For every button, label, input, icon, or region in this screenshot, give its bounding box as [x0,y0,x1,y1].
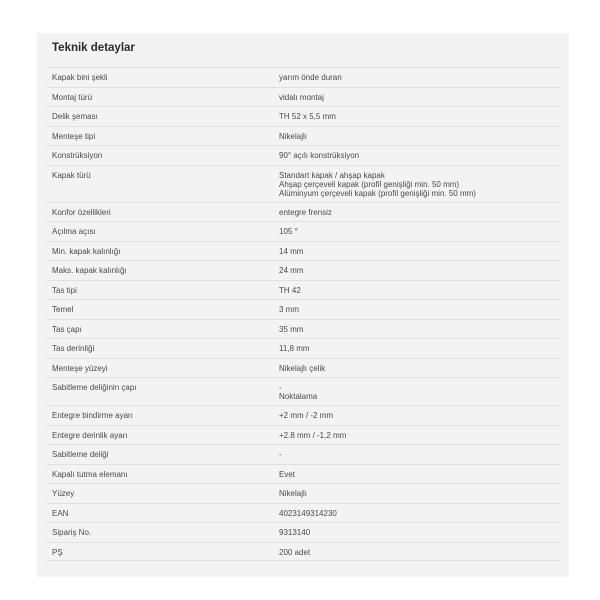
spec-row [46,221,560,241]
spec-value [279,242,560,261]
spec-value [279,426,560,445]
spec-table [46,67,560,561]
spec-label: Maks. kapak kalınlığı [52,266,127,275]
spec-row [46,425,560,445]
spec-label: Sipariş No. [52,528,92,537]
spec-value-line: 105 ° [279,227,298,236]
spec-label: Entegre derinlik ayarı [52,430,128,440]
spec-value [279,504,560,523]
spec-row [46,444,560,464]
spec-value-line: TH 52 x 5,5 mm [279,112,336,121]
spec-value [279,320,560,339]
spec-value-line: vidalı montaj [279,92,324,102]
spec-value-line: Evet [279,469,296,479]
spec-row [46,202,560,222]
spec-row [46,542,560,562]
spec-row [46,358,560,378]
spec-value [279,359,560,378]
spec-value-line: - [279,383,282,392]
spec-label: EAN [52,508,69,518]
spec-value-line: Nikelajlı [279,131,308,141]
spec-row [46,145,560,165]
spec-row [46,405,560,425]
spec-label: Temel [52,305,74,314]
spec-value-line: 4023149314230 [279,508,337,518]
spec-value-line: Nikelajlı çelik [279,363,326,373]
spec-label: Menteşe tipi [52,131,96,141]
spec-value [279,88,560,107]
spec-row [46,503,560,523]
spec-value [279,146,560,165]
spec-value [279,484,560,503]
spec-value-line: Noktalama [279,392,318,401]
spec-value [279,543,560,561]
spec-value-line: 90° açılı konstrüksiyon [279,151,360,160]
spec-row [46,280,560,300]
spec-value [279,166,560,202]
spec-row [46,319,560,339]
spec-value [279,465,560,484]
spec-label: Konfor özellikleri [52,207,111,217]
spec-value-line: 9313140 [279,528,311,537]
spec-value-line: 35 mm [279,324,304,334]
spec-label: Yüzey [52,489,75,498]
spec-label: Entegre bindirme ayarı [52,411,133,420]
spec-label: Sabitleme deliğinin çapı [52,383,137,392]
spec-label: Menteşe yüzeyi [52,363,108,373]
spec-value [279,107,560,126]
spec-row [46,106,560,126]
spec-row [46,483,560,503]
spec-row [46,241,560,261]
spec-value [279,203,560,222]
spec-label: Açılma açısı [52,227,96,236]
spec-row [46,522,560,542]
spec-value-line: TH 42 [279,285,301,295]
spec-label: Kapalı tutma elemanı [52,469,128,479]
spec-value [279,261,560,280]
spec-value-line: 14 mm [279,246,304,256]
spec-row [46,260,560,280]
spec-value-line: Nikelajlı [279,489,308,498]
spec-label: Montaj türü [52,92,93,102]
spec-row [46,87,560,107]
spec-value [279,281,560,300]
spec-row [46,464,560,484]
spec-value-line: 3 mm [279,305,299,314]
spec-label: Konstrüksiyon [52,151,103,160]
spec-value [279,523,560,542]
spec-value-line: Alüminyum çerçeveli kapak (profil genişliği min. 50 mm) [279,188,476,198]
spec-value-line: Standart kapak / ahşap kapak [279,170,385,180]
spec-value-line: +2 mm / -2 mm [279,411,334,420]
spec-label: Min. kapak kalınlığı [52,246,121,256]
spec-value [279,300,560,319]
spec-value [279,339,560,358]
spec-row [46,126,560,146]
spec-label: Tas çapı [52,324,82,334]
spec-value [279,445,560,464]
spec-row [46,67,560,87]
spec-value [279,378,560,405]
spec-value [279,68,560,87]
spec-label: Kapak türü [52,170,91,180]
spec-value-line: 24 mm [279,266,304,275]
spec-value-line: 200 adet [279,547,311,557]
spec-label: Delik şeması [52,112,98,121]
spec-label: Tas derinliği [52,344,95,353]
spec-value-line: entegre frensiz [279,207,332,217]
spec-row [46,299,560,319]
spec-value-line: Ahşap çerçeveli kapak (profil genişliği min. 50 mm) [279,179,460,189]
spec-label: Kapak bini şekli [52,73,108,82]
spec-row [46,377,560,405]
spec-label: Tas tipi [52,285,77,295]
spec-value-line: 11,8 mm [279,344,310,353]
spec-label: PŞ [52,547,63,557]
spec-value-line: - [279,450,282,459]
spec-value-line: yarım önde duran [279,73,342,82]
spec-label: Sabitleme deliği [52,450,109,459]
spec-value [279,127,560,146]
spec-row [46,165,560,202]
spec-value-line: +2.8 mm / -1,2 mm [279,430,347,440]
section-title: Teknik detaylar [52,42,135,54]
spec-value [279,406,560,425]
technical-details-panel [37,33,569,577]
spec-row [46,338,560,358]
spec-value [279,222,560,241]
